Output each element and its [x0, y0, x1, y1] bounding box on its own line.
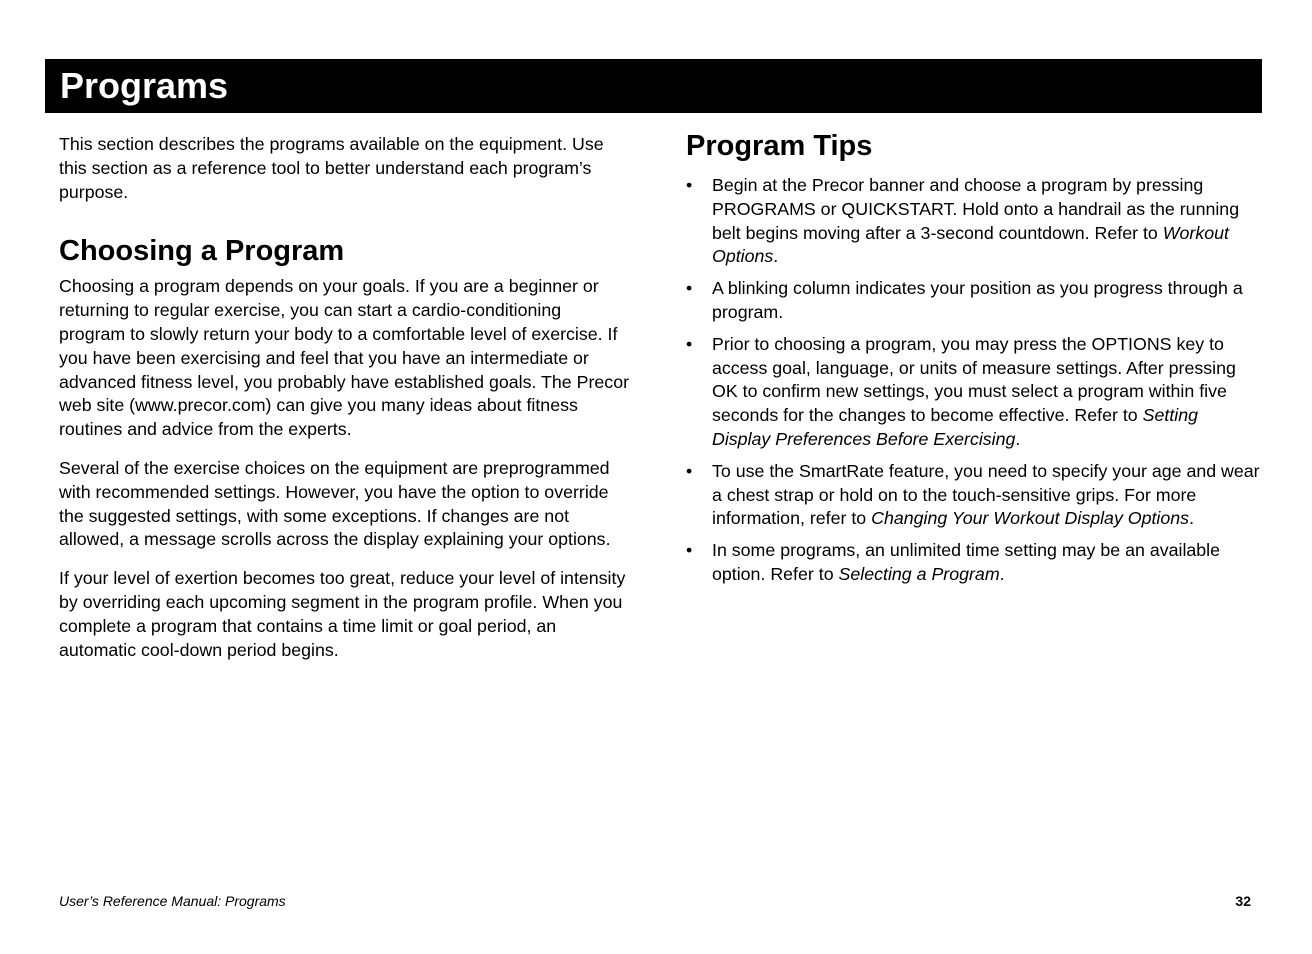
tip-reference: Changing Your Workout Display Options: [871, 508, 1190, 529]
tip-end: .: [773, 246, 779, 267]
page-title: Programs: [60, 65, 229, 106]
choosing-heading: Choosing a Program: [59, 235, 345, 268]
tip-text: Begin at the Precor banner and choose a program by pressing PROGRAMS or QUICKSTART. Hold onto a handrail as the running belt begins moving after a 3-second countdown. Refer to: [712, 175, 1240, 243]
bullet-icon: •: [686, 333, 693, 354]
footer-manual-title: User’s Reference Manual: Programs: [59, 893, 286, 909]
body-paragraph: If your level of exertion becomes too great, reduce your level of intensity by overriding each upcoming segment in the program profile. When you complete a program that contains a time limit or goal period, an automatic cool-down period begins.: [59, 568, 626, 660]
bullet-icon: •: [686, 175, 693, 195]
tip-reference: Selecting a Program: [838, 563, 1000, 584]
tip-item: [686, 277, 1261, 325]
bullet-icon: •: [686, 278, 693, 299]
tip-end: .: [1189, 508, 1195, 529]
intro-paragraph: This section describes the programs available on the equipment. Use this section as a reference tool to better understand each program’s purpose.: [59, 134, 604, 202]
tip-text: In some programs, an unlimited time setting may be an available option. Refer to: [712, 540, 1221, 584]
body-paragraph: Several of the exercise choices on the equipment are preprogrammed with recommended settings. However, you have the option to override the suggested settings, with some exceptions. If changes are not allowed, a message scrolls across the display explaining your options.: [59, 457, 611, 550]
bullet-icon: •: [686, 540, 693, 561]
tip-text: A blinking column indicates your position as you progress through a program.: [712, 278, 1243, 322]
tips-heading: Program Tips: [686, 130, 873, 162]
tip-item: [686, 333, 1261, 452]
left-column: [59, 133, 631, 677]
right-column: [686, 128, 1261, 595]
tip-item: [686, 539, 1261, 587]
tips-list: [686, 174, 1261, 587]
tip-text: To use the SmartRate feature, you need to specify your age and wear a chest strap or hold on to the touch-sensitive grips. For more information, refer to: [712, 460, 1260, 529]
tip-text: Prior to choosing a program, you may press the OPTIONS key to access goal, language, or units of measure settings. After pressing OK to confirm new settings, you must select a program within five seconds for the changes to become effective. Refer to: [712, 333, 1236, 426]
bullet-icon: •: [686, 460, 693, 481]
tip-item: [686, 174, 1261, 269]
title-bar: [45, 59, 1262, 113]
tip-reference: Workout Options: [712, 222, 1229, 267]
body-paragraph: Choosing a program depends on your goals. If you are a beginner or returning to regular exercise, you can start a cardio-conditioning program to slowly return your body to a comfortable level of exercise. If you have been exercising and feel that you have an intermediate or advanced fitness level, you probably have established goals. The Precor web site (www.precor.com) can give you many ideas about fitness routines and advice from the experts.: [59, 276, 630, 440]
tip-item: [686, 460, 1261, 531]
tip-reference: Setting Display Preferences Before Exercising: [712, 405, 1198, 449]
page-number: 32: [1235, 893, 1251, 909]
tip-end: .: [999, 563, 1005, 584]
tip-end: .: [1015, 428, 1021, 449]
